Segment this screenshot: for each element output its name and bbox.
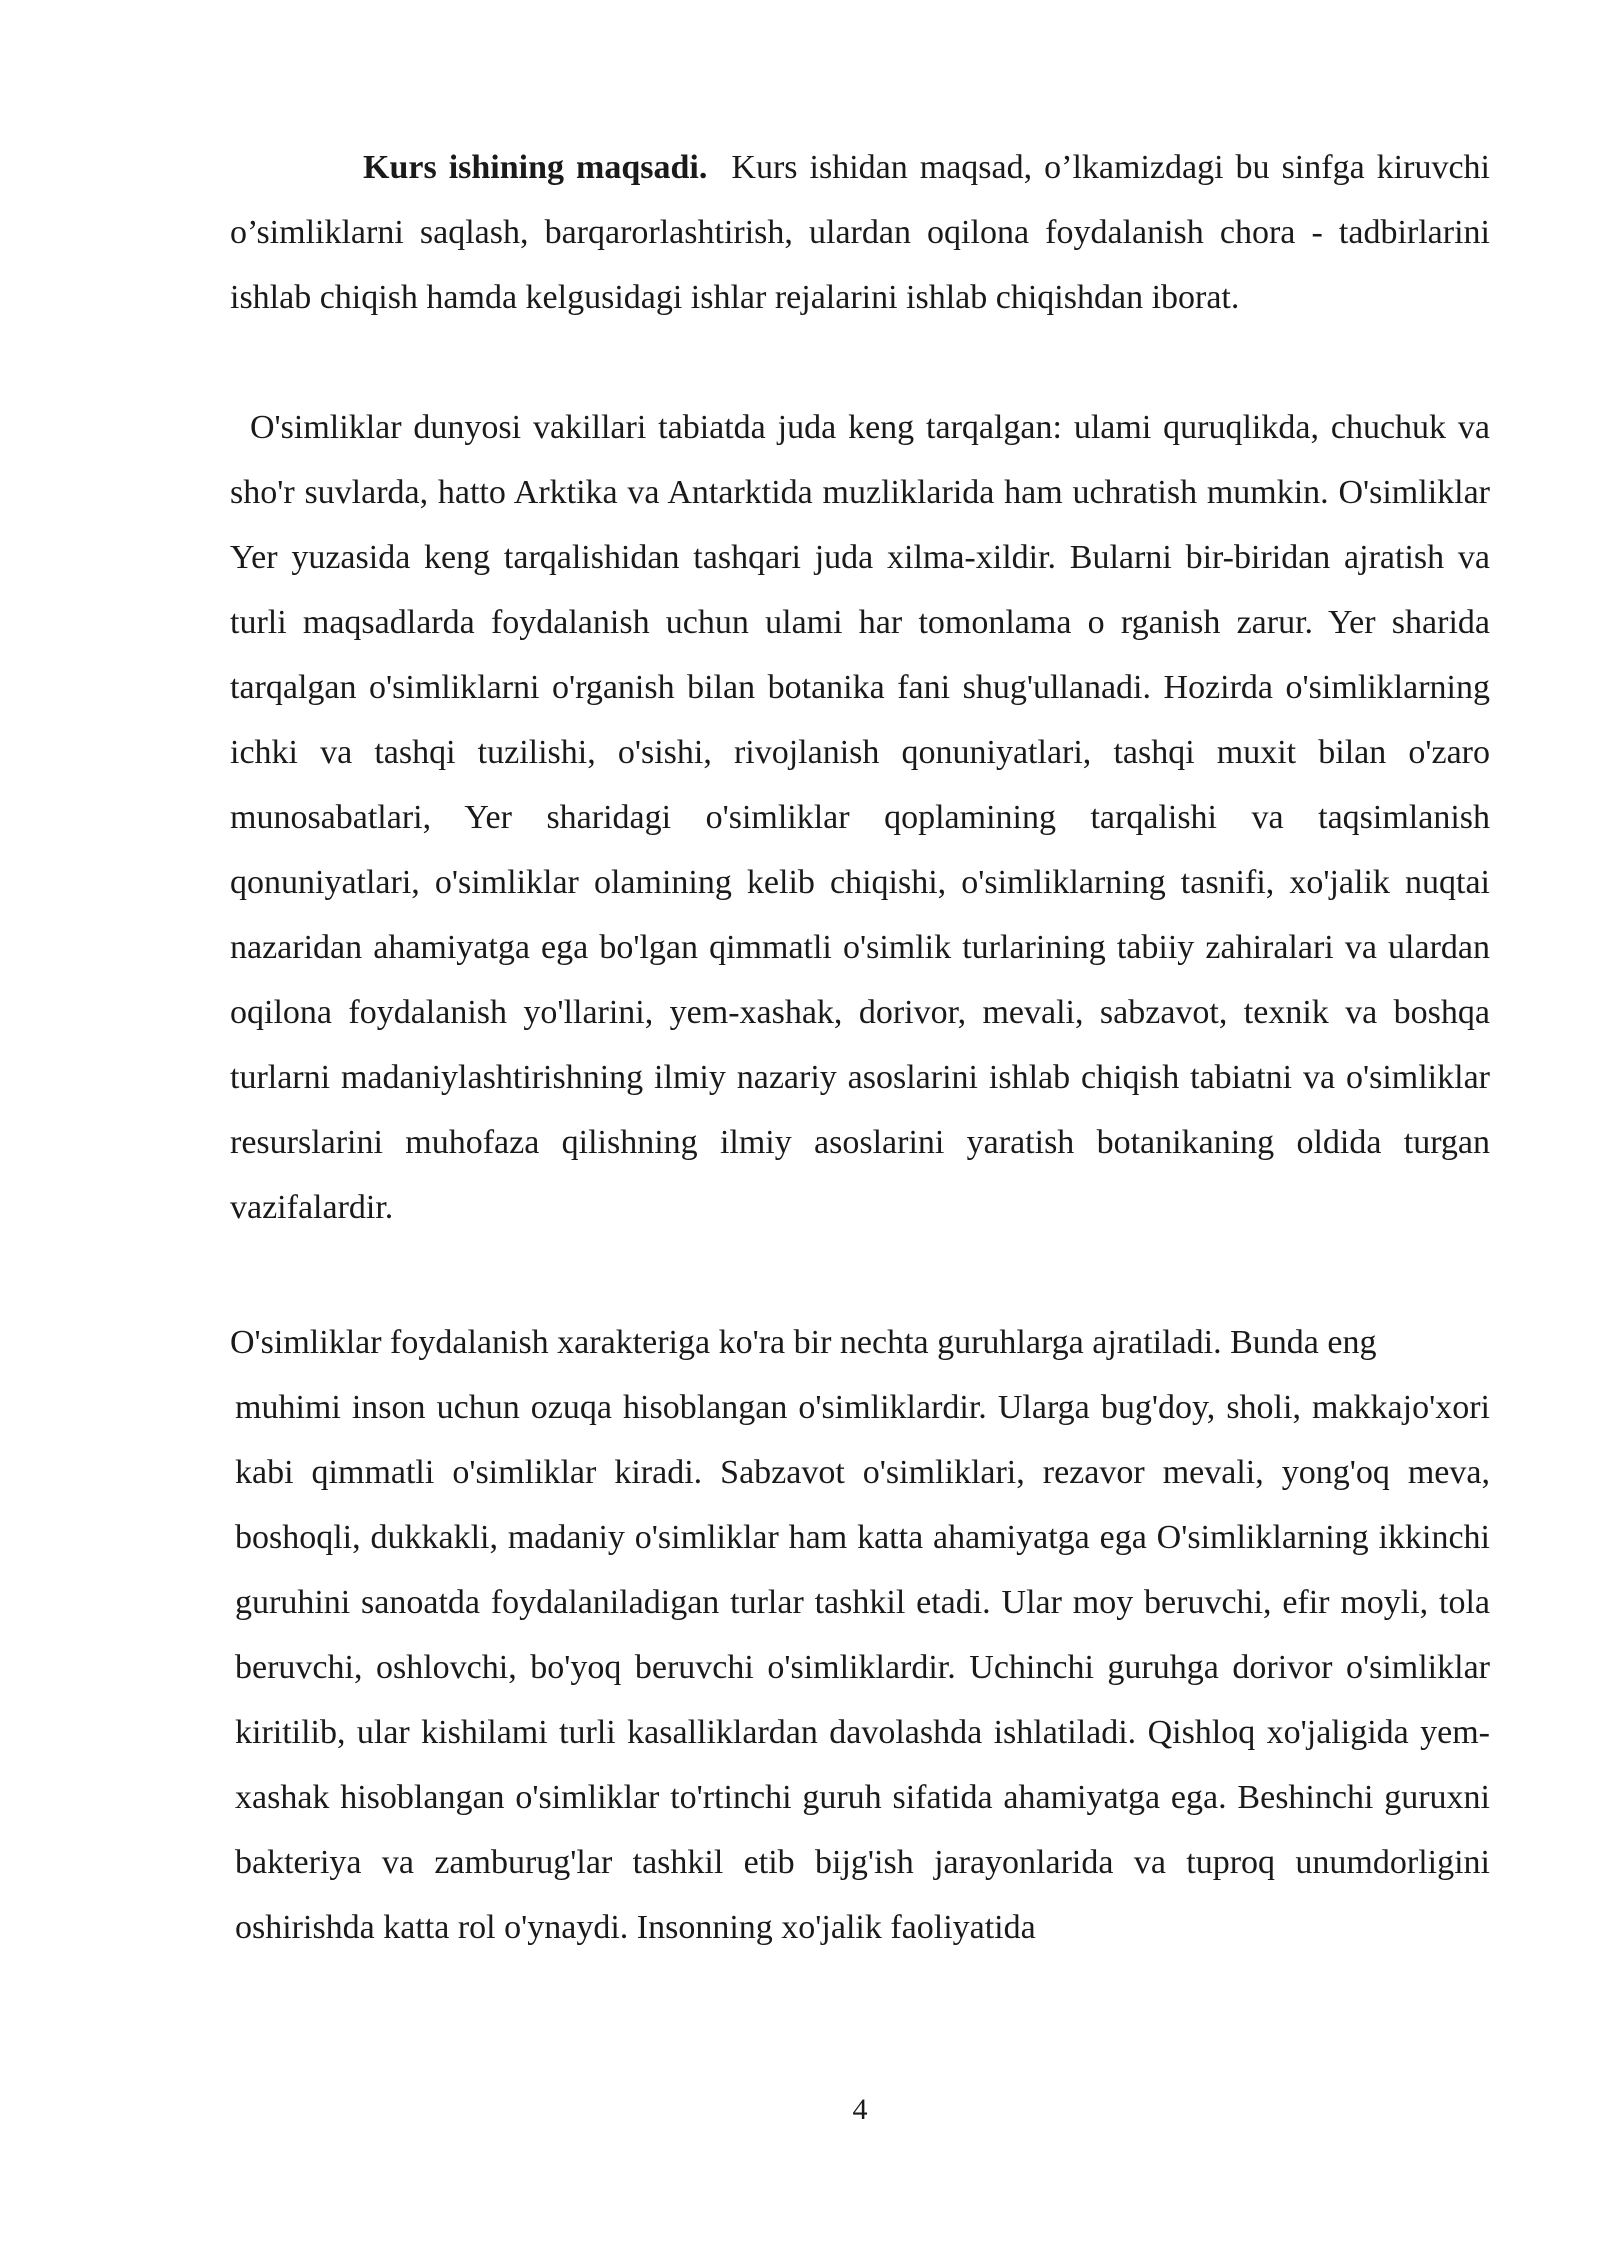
paragraph-goal	[230, 135, 1490, 330]
paragraph-botany: O'simliklar dunyosi vakillari tabiatda juda keng tarqalgan: ulami quruqlikda, chuchuk va sho'r suvlarda, hatto Arktika va Antarktida muzliklarida ham uchratish mumkin. O'simliklar Yer yuzasida keng tarqalishidan tashqari juda xilma-xildir. Bularni bir-biridan ajratish va turli maqsadlarda foydalanish uchun ulami har tomonlama o rganish zarur. Yer sharida tarqalgan o'simliklarni o'rganish bilan botanika fani shug'ullanadi. Hozirda o'simliklarning ichki va tashqi tuzilishi, o'sishi, rivojlanish qonuniyatlari, tashqi muxit bilan o'zaro munosabatlari, Yer sharidagi o'simliklar qoplamining tarqalishi va taqsimlanish qonuniyatlari, o'simliklar olamining kelib chiqishi, o'simliklarning tasnifi, xo'jalik nuqtai nazaridan ahamiyatga ega bo'lgan qimmatli o'simlik turlarining tabiiy zahiralari va ulardan oqilona foydalanish yo'llarini, yem-xashak, dorivor, mevali, sabzavot, texnik va boshqa turlarni madaniylashtirishning ilmiy nazariy asoslarini ishlab chiqish tabiatni va o'simliklar resurslarini muhofaza qilishning ilmiy asoslarini yaratish botanikaning oldida turgan vazifalardir.	[230, 409, 1490, 1226]
paragraph-text: Kurs ishidan maqsad, o’lkamizdagi bu sinfga kiruvchi o’simliklarni saqlash, barqarorlashtirish, ulardan oqilona foydalanish chora - tadbirlarini ishlab chiqish hamda kelgusidagi ishlar rejalarini ishlab chiqishdan iborat.	[230, 149, 1490, 316]
page-number: 4	[852, 2093, 868, 2126]
section-heading: Kurs ishining maqsadi.	[363, 149, 708, 186]
paragraph-groups-intro: O'simliklar foydalanish xarakteriga ko'ra bir nechta guruhlarga ajratiladi. Bunda eng	[230, 1324, 1377, 1361]
paragraph-groups: muhimi inson uchun ozuqa hisoblangan o'simliklardir. Ularga bug'doy, sholi, makkajo'xori kabi qimmatli o'simliklar kiradi. Sabzavot o'simliklari, rezavor mevali, yong'oq meva, boshoqli, dukkakli, madaniy o'simliklar ham katta ahamiyatga ega O'simliklarning ikkinchi guruhini sanoatda foydalaniladigan turlar tashkil etadi. Ular moy beruvchi, efir moyli, tola beruvchi, oshlovchi, bo'yoq beruvchi o'simliklardir. Uchinchi guruhga dorivor o'simliklar kiritilib, ular kishilami turli kasalliklardan davolashda ishlatiladi. Qishloq xo'jaligida yem-xashak hisoblangan o'simliklar to'rtinchi guruh sifatida ahamiyatga ega. Beshinchi guruxni bakteriya va zamburug'lar tashkil etib bijg'ish jarayonlarida va tuproq unumdorligini oshirishda katta rol o'ynaydi. Insonning xo'jalik faoliyatida	[235, 1389, 1490, 1946]
